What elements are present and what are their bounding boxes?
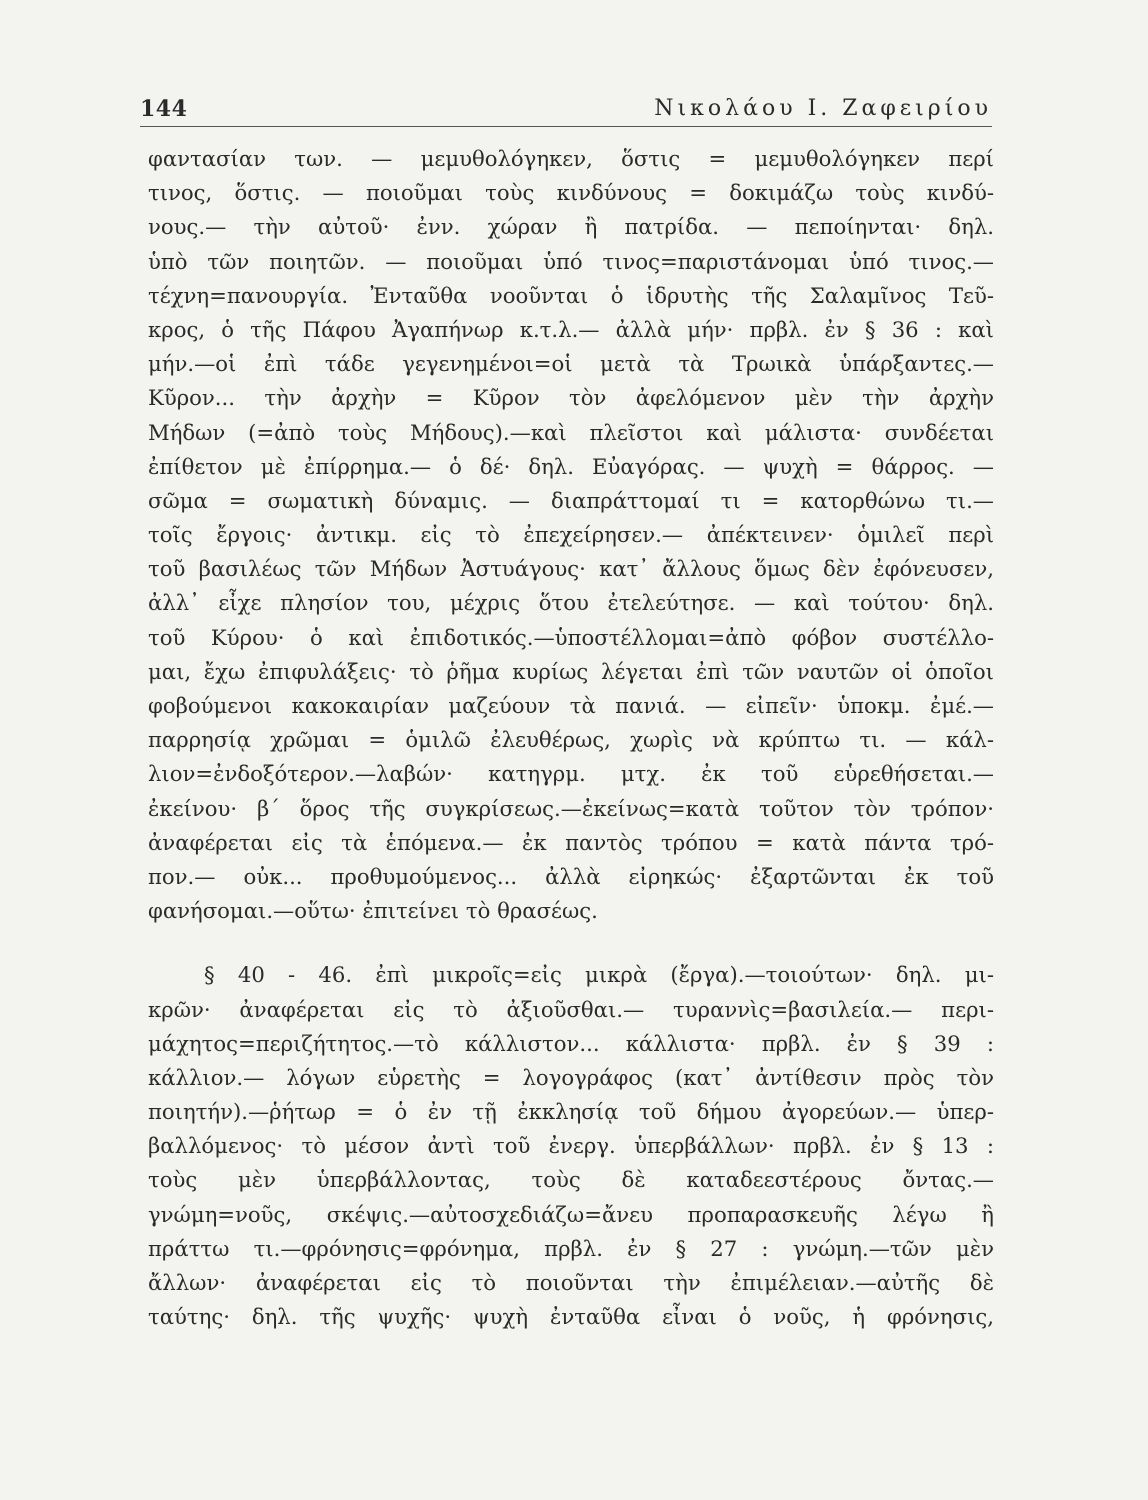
text-line: λιον=ἐνδοξότερον.—λαβών· κατηγρμ. μτχ. ἐκ τοῦ εὑρεθήσεται.— [148, 761, 994, 787]
text-line: νους.— τὴν αὐτοῦ· ἐνν. χώραν ἢ πατρίδα. — πεποίηνται· δηλ. [148, 214, 994, 240]
text-line: ἄλλων· ἀναφέρεται εἰς τὸ ποιοῦνται τὴν ἐπιμέλειαν.—αὐτῆς δὲ [148, 1270, 994, 1295]
text-line: τοῦ Κύρου· ὁ καὶ ἐπιδοτικός.—ὑποστέλλομαι=ἀπὸ φόβον συστέλλο- [148, 624, 994, 650]
text-line: μαι, ἔχω ἐπιφυλάξεις· τὸ ῥῆμα κυρίως λέγεται ἐπὶ τῶν ναυτῶν οἱ ὁποῖοι [148, 658, 994, 684]
running-head: Νικολάου Ι. Ζαφειρίου [654, 96, 992, 121]
text-line: ἀλλ᾽ εἶχε πλησίον του, μέχρις ὅτου ἐτελεύτησε. — καὶ τούτου· δηλ. [148, 590, 994, 616]
text-line: τινος, ὅστις. — ποιοῦμαι τοὺς κινδύνους = δοκιμάζω τοὺς κινδύ- [148, 180, 994, 206]
text-line: ταύτης· δηλ. τῆς ψυχῆς· ψυχὴ ἐνταῦθα εἶναι ὁ νοῦς, ἡ φρόνησις, [148, 1304, 994, 1330]
text-line: ἐπίθετον μὲ ἐπίρρημα.— ὁ δέ· δηλ. Εὐαγόρας. — ψυχὴ = θάρρος. — [148, 453, 994, 479]
paragraph-gap [148, 928, 994, 958]
text-line: κρῶν· ἀναφέρεται εἰς τὸ ἀξιοῦσθαι.— τυραννὶς=βασιλεία.— περι- [148, 996, 994, 1022]
text-line: φανήσομαι.—οὕτω· ἐπιτείνει τὸ θρασέως. [148, 898, 598, 924]
text-line: παρρησίᾳ χρῶμαι = ὁμιλῶ ἐλευθέρως, χωρὶς νὰ κρύπτω τι. — κάλ- [148, 727, 994, 753]
text-line: τοῖς ἔργοις· ἀντικμ. εἰς τὸ ἐπεχείρησεν.— ἀπέκτεινεν· ὁμιλεῖ περὶ [148, 522, 994, 548]
page-header [140, 96, 992, 127]
text-line: μάχητος=περιζήτητος.—τὸ κάλλιστον... κάλλιστα· πρβλ. ἐν § 39 : [148, 1030, 994, 1056]
text-line: κρος, ὁ τῆς Πάφου Ἀγαπήνωρ κ.τ.λ.— ἀλλὰ μήν· πρβλ. ἐν § 36 : καὶ [148, 316, 994, 342]
text-line: ἐκείνου· β΄ ὅρος τῆς συγκρίσεως.—ἐκείνως=κατὰ τοῦτον τὸν τρόπον· [148, 795, 994, 821]
text-line: ποιητήν).—ῥήτωρ = ὁ ἐν τῇ ἐκκλησίᾳ τοῦ δήμου ἀγορεύων.— ὑπερ- [148, 1099, 994, 1125]
paragraph-1 [148, 142, 994, 928]
text-line: μήν.—οἱ ἐπὶ τάδε γεγενημένοι=οἱ μετὰ τὰ Τρωικὰ ὑπάρξαντες.— [148, 351, 994, 377]
text-line: ὑπὸ τῶν ποιητῶν. — ποιοῦμαι ὑπό τινος=παριστάνομαι ὑπό τινος.— [148, 248, 994, 274]
text-line: πον.— οὐκ... προθυμούμενος... ἀλλὰ εἰρηκώς· ἐξαρτῶνται ἐκ τοῦ [148, 863, 994, 889]
text-line: σῶμα = σωματικὴ δύναμις. — διαπράττομαί τι = κατορθώνω τι.— [148, 487, 994, 513]
text-line: φαντασίαν των. — μεμυθολόγηκεν, ὅστις = μεμυθολόγηκεν περί [148, 146, 994, 171]
text-line: γνώμη=νοῦς, σκέψις.—αὐτοσχεδιάζω=ἄνευ προπαρασκευῆς λέγω ἢ [148, 1201, 994, 1227]
text-line: πράττω τι.—φρόνησις=φρόνημα, πρβλ. ἐν § 27 : γνώμη.—τῶν μὲν [148, 1235, 994, 1261]
text-line: κάλλιον.— λόγων εὑρετὴς = λογογράφος (κατ᾽ ἀντίθεσιν πρὸς τὸν [148, 1064, 994, 1090]
text-line: Κῦρον... τὴν ἀρχὴν = Κῦρον τὸν ἀφελόμενον μὲν τὴν ἀρχὴν [148, 385, 994, 411]
paragraph-2 [148, 958, 994, 1334]
text-line: Μήδων (=ἀπὸ τοὺς Μήδους).—καὶ πλεῖστοι καὶ μάλιστα· συνδέεται [148, 419, 994, 445]
section-heading-line: § 40 - 46. ἐπὶ μικροῖς=εἰς μικρὰ (ἔργα).—τοιούτων· δηλ. μι- [204, 962, 994, 988]
text-line: τοὺς μὲν ὑπερβάλλοντας, τοὺς δὲ καταδεεστέρους ὄντας.— [148, 1167, 994, 1193]
text-line: τοῦ βασιλέως τῶν Μήδων Ἀστυάγους· κατ᾽ ἄλλους ὅμως δὲν ἐφόνευσεν, [148, 556, 994, 582]
commentary-text [148, 142, 994, 1334]
text-line: ἀναφέρεται εἰς τὰ ἑπόμενα.— ἐκ παντὸς τρόπου = κατὰ πάντα τρό- [148, 829, 994, 855]
text-line: βαλλόμενος· τὸ μέσον ἀντὶ τοῦ ἐνεργ. ὑπερβάλλων· πρβλ. ἐν § 13 : [148, 1133, 994, 1159]
text-line: τέχνη=πανουργία. Ἐνταῦθα νοοῦνται ὁ ἱδρυτὴς τῆς Σαλαμῖνος Τεῦ- [148, 282, 994, 308]
text-line: φοβούμενοι κακοκαιρίαν μαζεύουν τὰ πανιά. — εἰπεῖν· ὑποκμ. ἐμέ.— [148, 693, 994, 718]
page-number: 144 [140, 96, 188, 122]
